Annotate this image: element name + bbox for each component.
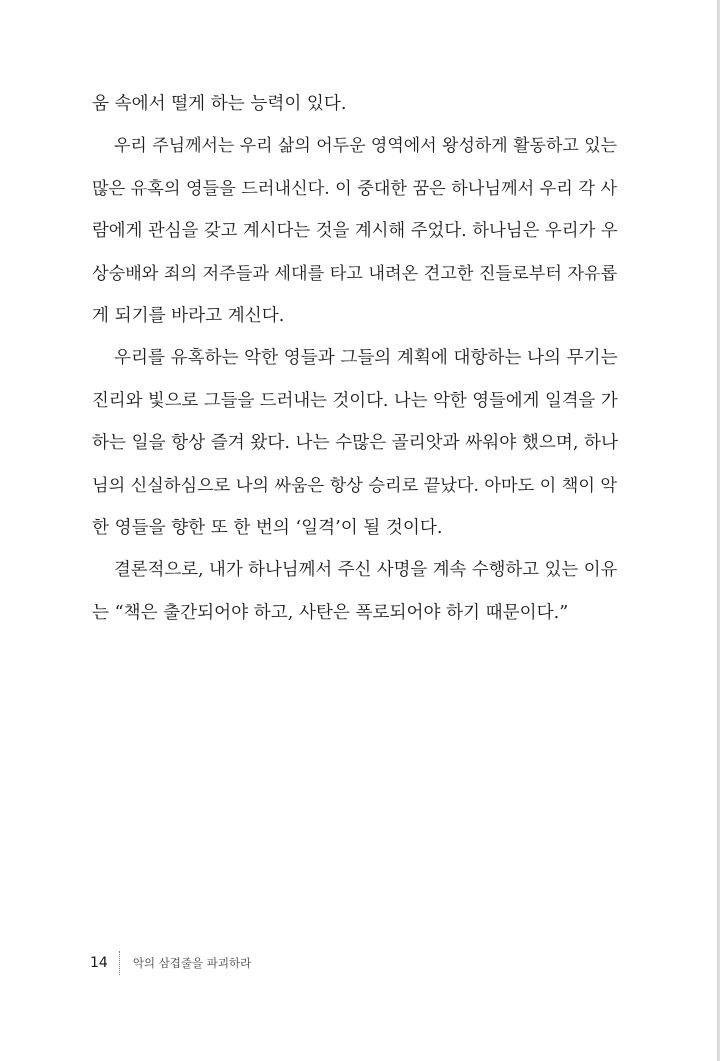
page-footer xyxy=(90,950,251,976)
text-line: 람에게 관심을 갖고 계시다는 것을 계시해 주었다. 하나님은 우리가 우 xyxy=(92,221,618,242)
footer-divider xyxy=(119,951,120,975)
text-line: 는 “책은 출간되어야 하고, 사탄은 폭로되어야 하기 때문이다.” xyxy=(92,602,569,623)
text-line: 우리를 유혹하는 악한 영들과 그들의 계획에 대항하는 나의 무기는 xyxy=(114,348,618,369)
text-line: 많은 유혹의 영들을 드러내신다. 이 중대한 꿈은 하나님께서 우리 각 사 xyxy=(92,178,617,199)
running-title: 악의 삼겹줄을 파괴하라 xyxy=(132,956,252,970)
text-line: 게 되기를 바라고 계신다. xyxy=(92,306,285,327)
text-line: 님의 신실하심으로 나의 싸움은 항상 승리로 끝났다. 아마도 이 책이 악 xyxy=(92,475,617,496)
page-number: 14 xyxy=(90,955,108,971)
text-line: 우리 주님께서는 우리 삶의 어두운 영역에서 왕성하게 활동하고 있는 xyxy=(114,136,618,157)
text-line: 하는 일을 항상 즐겨 왔다. 나는 수많은 골리앗과 싸워야 했으며, 하나 xyxy=(92,433,618,454)
text-line: 결론적으로, 내가 하나님께서 주신 사명을 계속 수행하고 있는 이유 xyxy=(114,560,618,581)
text-line: 상숭배와 죄의 저주들과 세대를 타고 내려온 견고한 진들로부터 자유롭 xyxy=(92,263,618,284)
text-line: 진리와 빛으로 그들을 드러내는 것이다. 나는 악한 영들에게 일격을 가 xyxy=(92,390,618,411)
text-line: 한 영들을 향한 또 한 번의 ‘일격’이 될 것이다. xyxy=(92,518,443,539)
text-line: 움 속에서 떨게 하는 능력이 있다. xyxy=(92,94,347,114)
body-text xyxy=(92,83,618,634)
